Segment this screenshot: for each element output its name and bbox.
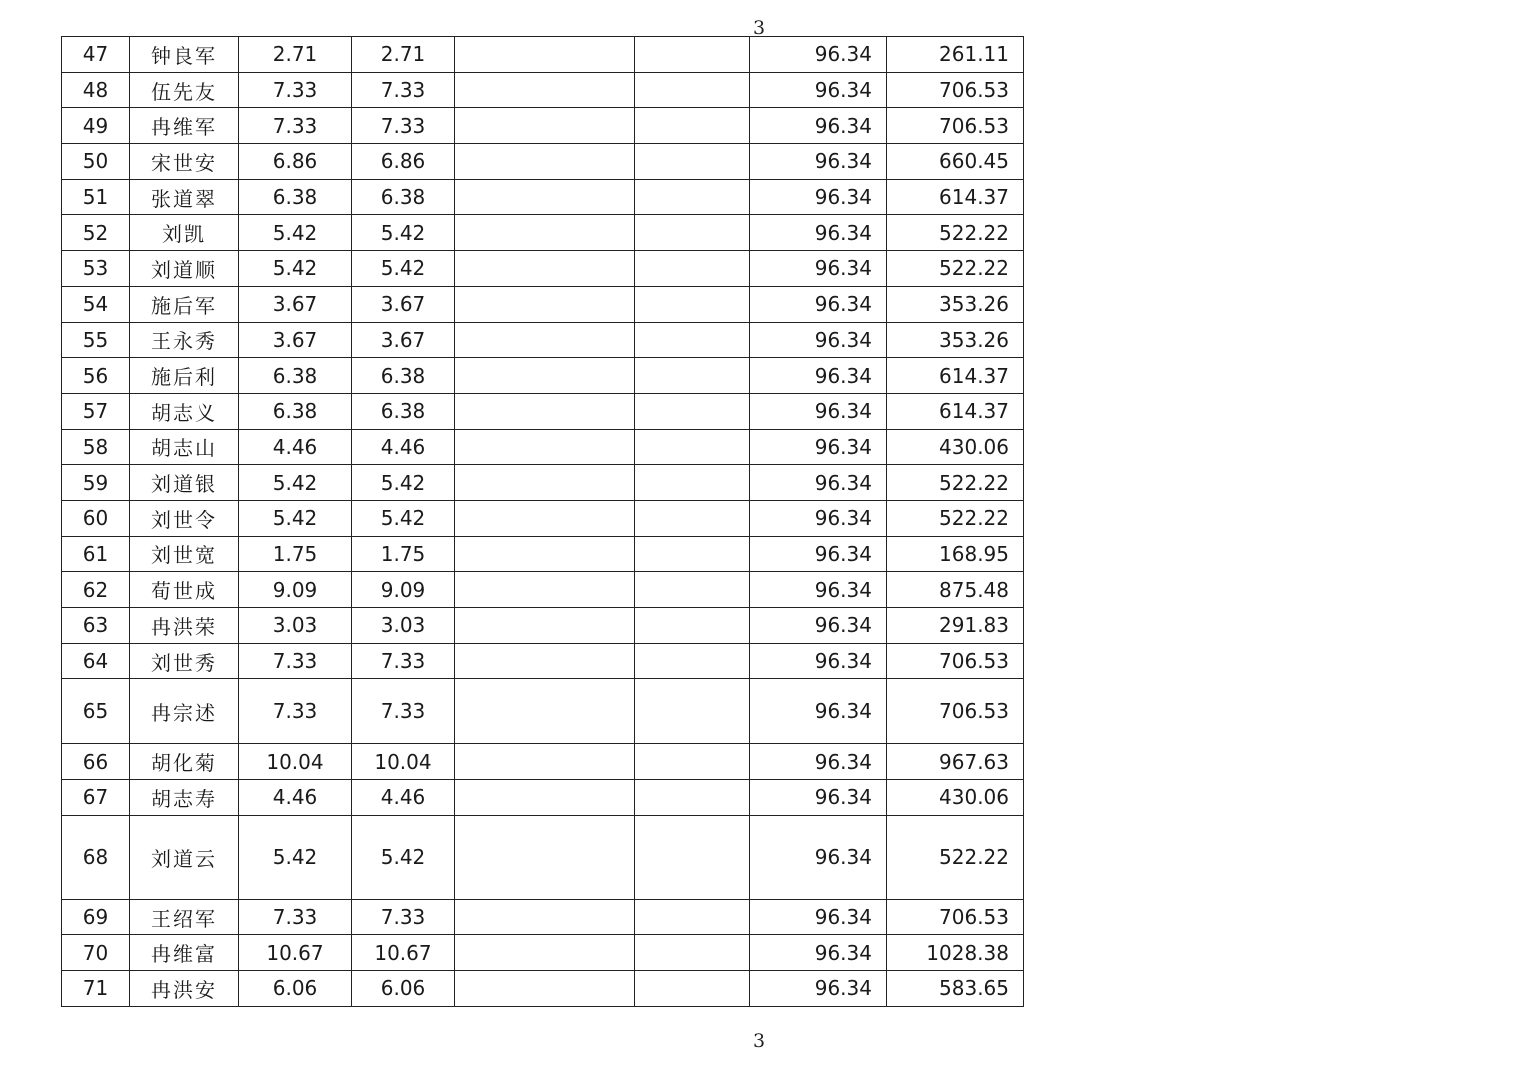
cell-number: 52 — [62, 215, 130, 251]
cell-name: 冉宗述 — [130, 679, 239, 744]
cell-unit-price: 96.34 — [750, 108, 887, 144]
cell-unit-price: 96.34 — [750, 935, 887, 971]
cell-amount: 583.65 — [887, 971, 1024, 1007]
cell-area-a: 6.38 — [239, 358, 352, 394]
cell-name: 刘世秀 — [130, 643, 239, 679]
cell-unit-price: 96.34 — [750, 429, 887, 465]
table-row — [62, 935, 1024, 971]
table-row — [62, 608, 1024, 644]
cell-number: 48 — [62, 72, 130, 108]
cell-unit-price: 96.34 — [750, 286, 887, 322]
cell-unit-price: 96.34 — [750, 72, 887, 108]
cell-empty-1 — [455, 608, 635, 644]
cell-area-b: 5.42 — [352, 465, 455, 501]
cell-empty-1 — [455, 899, 635, 935]
cell-area-a: 3.03 — [239, 608, 352, 644]
table-row — [62, 179, 1024, 215]
cell-empty-1 — [455, 286, 635, 322]
cell-empty-1 — [455, 465, 635, 501]
cell-number: 53 — [62, 251, 130, 287]
cell-empty-1 — [455, 935, 635, 971]
cell-amount: 261.11 — [887, 37, 1024, 73]
cell-amount: 353.26 — [887, 286, 1024, 322]
cell-name: 冉洪荣 — [130, 608, 239, 644]
cell-empty-2 — [635, 286, 750, 322]
cell-area-b: 6.38 — [352, 179, 455, 215]
cell-empty-1 — [455, 37, 635, 73]
cell-number: 71 — [62, 971, 130, 1007]
cell-amount: 430.06 — [887, 429, 1024, 465]
cell-name: 刘道云 — [130, 815, 239, 899]
cell-name: 刘世宽 — [130, 536, 239, 572]
cell-empty-1 — [455, 500, 635, 536]
cell-amount: 168.95 — [887, 536, 1024, 572]
cell-unit-price: 96.34 — [750, 608, 887, 644]
cell-number: 68 — [62, 815, 130, 899]
cell-empty-2 — [635, 179, 750, 215]
cell-area-b: 10.67 — [352, 935, 455, 971]
cell-name: 冉维富 — [130, 935, 239, 971]
cell-area-b: 3.67 — [352, 286, 455, 322]
cell-amount: 967.63 — [887, 744, 1024, 780]
cell-area-a: 3.67 — [239, 286, 352, 322]
cell-empty-1 — [455, 144, 635, 180]
cell-amount: 706.53 — [887, 679, 1024, 744]
cell-area-b: 6.38 — [352, 358, 455, 394]
cell-area-a: 2.71 — [239, 37, 352, 73]
cell-name: 胡志寿 — [130, 780, 239, 816]
cell-empty-2 — [635, 899, 750, 935]
cell-name: 施后利 — [130, 358, 239, 394]
cell-number: 66 — [62, 744, 130, 780]
cell-empty-2 — [635, 215, 750, 251]
cell-name: 刘凯 — [130, 215, 239, 251]
cell-area-b: 3.67 — [352, 322, 455, 358]
cell-area-b: 5.42 — [352, 500, 455, 536]
cell-area-a: 6.86 — [239, 144, 352, 180]
cell-number: 58 — [62, 429, 130, 465]
cell-empty-1 — [455, 215, 635, 251]
cell-area-b: 9.09 — [352, 572, 455, 608]
cell-name: 刘道银 — [130, 465, 239, 501]
cell-name: 施后军 — [130, 286, 239, 322]
cell-amount: 291.83 — [887, 608, 1024, 644]
cell-area-b: 7.33 — [352, 643, 455, 679]
cell-number: 47 — [62, 37, 130, 73]
cell-unit-price: 96.34 — [750, 815, 887, 899]
cell-empty-2 — [635, 500, 750, 536]
cell-empty-2 — [635, 251, 750, 287]
cell-unit-price: 96.34 — [750, 37, 887, 73]
cell-amount: 614.37 — [887, 358, 1024, 394]
table-row — [62, 679, 1024, 744]
cell-unit-price: 96.34 — [750, 971, 887, 1007]
cell-number: 69 — [62, 899, 130, 935]
cell-empty-2 — [635, 744, 750, 780]
cell-amount: 706.53 — [887, 643, 1024, 679]
table-row — [62, 780, 1024, 816]
cell-empty-2 — [635, 37, 750, 73]
table-body — [62, 37, 1024, 1007]
cell-empty-2 — [635, 72, 750, 108]
cell-area-b: 1.75 — [352, 536, 455, 572]
cell-name: 冉维军 — [130, 108, 239, 144]
cell-amount: 706.53 — [887, 899, 1024, 935]
cell-empty-1 — [455, 108, 635, 144]
cell-empty-2 — [635, 608, 750, 644]
table-row — [62, 286, 1024, 322]
cell-unit-price: 96.34 — [750, 899, 887, 935]
cell-empty-1 — [455, 643, 635, 679]
cell-area-b: 5.42 — [352, 251, 455, 287]
page-number-top: 3 — [753, 17, 766, 39]
cell-amount: 522.22 — [887, 251, 1024, 287]
cell-area-a: 5.42 — [239, 815, 352, 899]
cell-area-b: 7.33 — [352, 108, 455, 144]
cell-number: 57 — [62, 393, 130, 429]
table-row — [62, 429, 1024, 465]
cell-empty-1 — [455, 744, 635, 780]
cell-area-a: 7.33 — [239, 108, 352, 144]
cell-unit-price: 96.34 — [750, 679, 887, 744]
cell-number: 70 — [62, 935, 130, 971]
cell-area-a: 7.33 — [239, 72, 352, 108]
cell-unit-price: 96.34 — [750, 744, 887, 780]
cell-empty-2 — [635, 429, 750, 465]
cell-area-a: 6.38 — [239, 393, 352, 429]
cell-amount: 614.37 — [887, 179, 1024, 215]
cell-area-a: 10.04 — [239, 744, 352, 780]
cell-unit-price: 96.34 — [750, 500, 887, 536]
table-row — [62, 744, 1024, 780]
cell-area-b: 7.33 — [352, 899, 455, 935]
cell-number: 59 — [62, 465, 130, 501]
cell-name: 宋世安 — [130, 144, 239, 180]
cell-number: 49 — [62, 108, 130, 144]
cell-amount: 706.53 — [887, 72, 1024, 108]
cell-unit-price: 96.34 — [750, 643, 887, 679]
cell-number: 65 — [62, 679, 130, 744]
cell-name: 荀世成 — [130, 572, 239, 608]
cell-area-b: 4.46 — [352, 780, 455, 816]
cell-area-b: 6.06 — [352, 971, 455, 1007]
cell-number: 67 — [62, 780, 130, 816]
cell-name: 胡志山 — [130, 429, 239, 465]
cell-empty-1 — [455, 322, 635, 358]
cell-area-b: 6.38 — [352, 393, 455, 429]
cell-empty-2 — [635, 393, 750, 429]
cell-area-a: 6.06 — [239, 971, 352, 1007]
cell-unit-price: 96.34 — [750, 393, 887, 429]
page-number-bottom: 3 — [753, 1030, 766, 1052]
cell-empty-2 — [635, 935, 750, 971]
cell-number: 56 — [62, 358, 130, 394]
table-row — [62, 251, 1024, 287]
cell-unit-price: 96.34 — [750, 572, 887, 608]
cell-area-b: 3.03 — [352, 608, 455, 644]
cell-empty-2 — [635, 815, 750, 899]
cell-name: 胡志义 — [130, 393, 239, 429]
table-row — [62, 393, 1024, 429]
table-row — [62, 815, 1024, 899]
cell-number: 55 — [62, 322, 130, 358]
cell-empty-2 — [635, 144, 750, 180]
table-row — [62, 108, 1024, 144]
cell-area-b: 7.33 — [352, 679, 455, 744]
cell-empty-1 — [455, 679, 635, 744]
cell-area-a: 4.46 — [239, 429, 352, 465]
cell-area-b: 6.86 — [352, 144, 455, 180]
cell-amount: 522.22 — [887, 215, 1024, 251]
cell-number: 64 — [62, 643, 130, 679]
cell-empty-1 — [455, 572, 635, 608]
cell-number: 61 — [62, 536, 130, 572]
cell-amount: 522.22 — [887, 815, 1024, 899]
cell-unit-price: 96.34 — [750, 144, 887, 180]
cell-number: 51 — [62, 179, 130, 215]
cell-empty-2 — [635, 971, 750, 1007]
cell-area-a: 7.33 — [239, 679, 352, 744]
cell-amount: 522.22 — [887, 500, 1024, 536]
cell-area-b: 5.42 — [352, 815, 455, 899]
cell-unit-price: 96.34 — [750, 215, 887, 251]
cell-empty-2 — [635, 536, 750, 572]
table-row — [62, 72, 1024, 108]
cell-unit-price: 96.34 — [750, 251, 887, 287]
cell-name: 王永秀 — [130, 322, 239, 358]
table-row — [62, 322, 1024, 358]
cell-area-a: 7.33 — [239, 899, 352, 935]
cell-area-a: 10.67 — [239, 935, 352, 971]
cell-number: 54 — [62, 286, 130, 322]
cell-number: 62 — [62, 572, 130, 608]
cell-unit-price: 96.34 — [750, 465, 887, 501]
cell-name: 刘世令 — [130, 500, 239, 536]
cell-area-a: 6.38 — [239, 179, 352, 215]
table-row — [62, 500, 1024, 536]
table-row — [62, 358, 1024, 394]
cell-empty-1 — [455, 815, 635, 899]
cell-amount: 522.22 — [887, 465, 1024, 501]
cell-area-a: 7.33 — [239, 643, 352, 679]
table-row — [62, 643, 1024, 679]
cell-amount: 1028.38 — [887, 935, 1024, 971]
cell-area-b: 2.71 — [352, 37, 455, 73]
cell-empty-1 — [455, 429, 635, 465]
cell-area-a: 4.46 — [239, 780, 352, 816]
cell-area-a: 5.42 — [239, 500, 352, 536]
cell-area-a: 3.67 — [239, 322, 352, 358]
cell-area-b: 7.33 — [352, 72, 455, 108]
cell-area-a: 5.42 — [239, 215, 352, 251]
cell-empty-2 — [635, 465, 750, 501]
cell-amount: 875.48 — [887, 572, 1024, 608]
cell-number: 60 — [62, 500, 130, 536]
cell-unit-price: 96.34 — [750, 358, 887, 394]
cell-area-a: 5.42 — [239, 465, 352, 501]
cell-empty-1 — [455, 393, 635, 429]
cell-amount: 430.06 — [887, 780, 1024, 816]
cell-empty-1 — [455, 971, 635, 1007]
cell-empty-1 — [455, 358, 635, 394]
cell-area-b: 5.42 — [352, 215, 455, 251]
cell-number: 50 — [62, 144, 130, 180]
cell-unit-price: 96.34 — [750, 179, 887, 215]
table-row — [62, 536, 1024, 572]
table-row — [62, 572, 1024, 608]
table-row — [62, 971, 1024, 1007]
cell-empty-1 — [455, 179, 635, 215]
cell-name: 胡化菊 — [130, 744, 239, 780]
cell-amount: 706.53 — [887, 108, 1024, 144]
cell-name: 钟良军 — [130, 37, 239, 73]
table-row — [62, 37, 1024, 73]
cell-area-b: 4.46 — [352, 429, 455, 465]
cell-amount: 614.37 — [887, 393, 1024, 429]
cell-empty-1 — [455, 251, 635, 287]
cell-area-a: 1.75 — [239, 536, 352, 572]
cell-amount: 660.45 — [887, 144, 1024, 180]
cell-area-a: 5.42 — [239, 251, 352, 287]
cell-name: 伍先友 — [130, 72, 239, 108]
cell-name: 冉洪安 — [130, 971, 239, 1007]
cell-area-a: 9.09 — [239, 572, 352, 608]
table-row — [62, 465, 1024, 501]
cell-empty-1 — [455, 780, 635, 816]
cell-name: 刘道顺 — [130, 251, 239, 287]
cell-empty-2 — [635, 679, 750, 744]
cell-empty-2 — [635, 780, 750, 816]
table-row — [62, 899, 1024, 935]
cell-unit-price: 96.34 — [750, 780, 887, 816]
cell-empty-2 — [635, 358, 750, 394]
table-row — [62, 215, 1024, 251]
cell-empty-2 — [635, 643, 750, 679]
cell-empty-1 — [455, 536, 635, 572]
cell-name: 张道翠 — [130, 179, 239, 215]
cell-area-b: 10.04 — [352, 744, 455, 780]
table-row — [62, 144, 1024, 180]
cell-amount: 353.26 — [887, 322, 1024, 358]
compensation-table — [61, 36, 1024, 1007]
cell-empty-2 — [635, 108, 750, 144]
cell-number: 63 — [62, 608, 130, 644]
cell-unit-price: 96.34 — [750, 322, 887, 358]
cell-empty-1 — [455, 72, 635, 108]
cell-name: 王绍军 — [130, 899, 239, 935]
cell-unit-price: 96.34 — [750, 536, 887, 572]
cell-empty-2 — [635, 572, 750, 608]
cell-empty-2 — [635, 322, 750, 358]
